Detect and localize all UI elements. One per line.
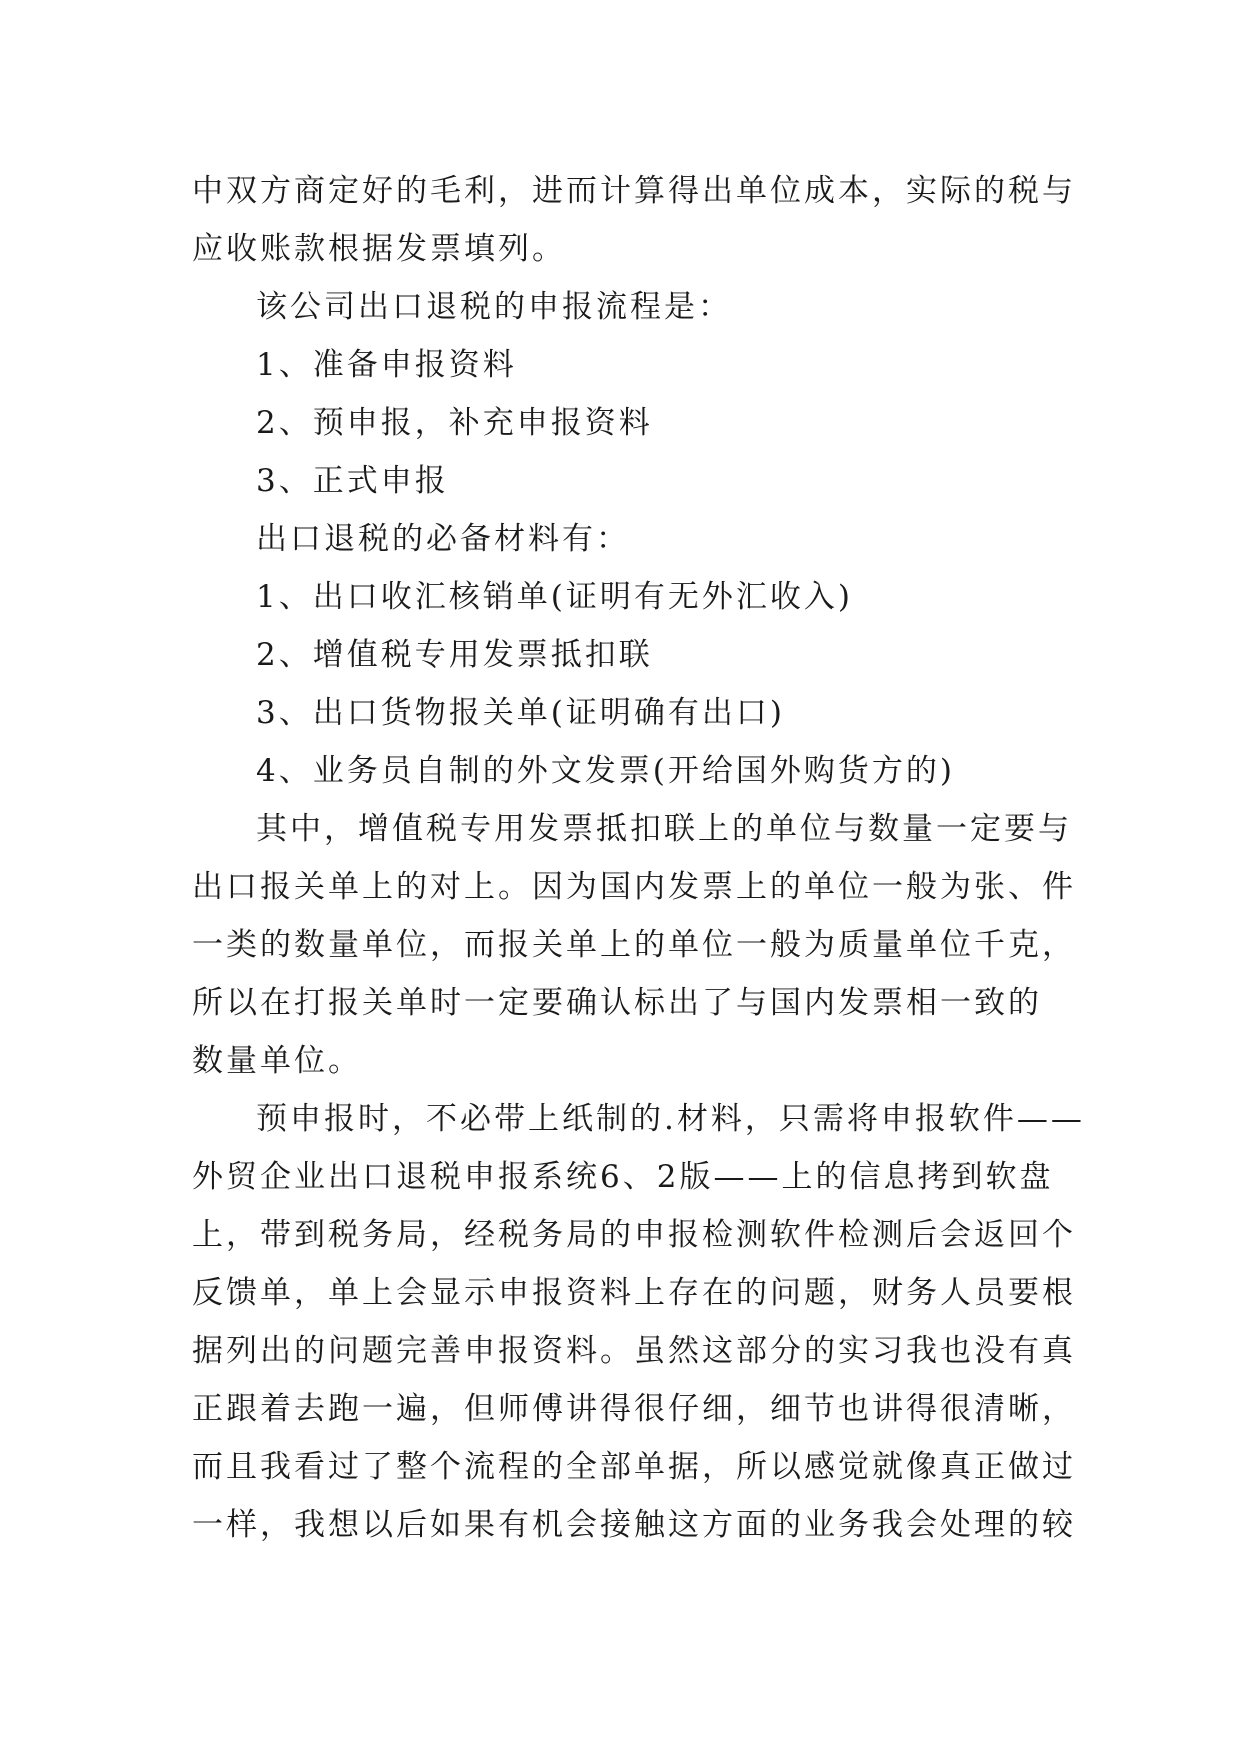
text-line: 上，带到税务局，经税务局的申报检测软件检测后会返回个 (192, 1217, 1076, 1253)
list-item: 1、出口收汇核销单(证明有无外汇收入) (256, 579, 853, 615)
text-line: 出口退税的必备材料有： (256, 521, 630, 557)
text-line: 其中，增值税专用发票抵扣联上的单位与数量一定要与 (256, 811, 1072, 847)
list-item: 3、出口货物报关单(证明确有出口) (256, 695, 785, 731)
text-line: 而且我看过了整个流程的全部单据，所以感觉就像真正做过 (192, 1449, 1076, 1485)
text-line: 反馈单，单上会显示申报资料上存在的问题，财务人员要根 (192, 1275, 1076, 1311)
text-line: 应收账款根据发票填列。 (192, 231, 566, 267)
text-line: 据列出的问题完善申报资料。虽然这部分的实习我也没有真 (192, 1333, 1076, 1369)
body-text (192, 162, 1085, 1554)
text-line: 一类的数量单位，而报关单上的单位一般为质量单位千克， (192, 927, 1076, 963)
text-line: 所以在打报关单时一定要确认标出了与国内发票相一致的 (192, 985, 1042, 1021)
list-item: 2、增值税专用发票抵扣联 (256, 637, 653, 673)
text-line: 该公司出口退税的申报流程是： (256, 289, 732, 325)
text-line: 预申报时，不必带上纸制的.材料，只需将申报软件—— (256, 1101, 1085, 1137)
list-item: 3、正式申报 (256, 463, 449, 499)
text-line: 中双方商定好的毛利，进而计算得出单位成本，实际的税与 (192, 173, 1076, 209)
text-line: 数量单位。 (192, 1043, 362, 1079)
list-item: 2、预申报，补充申报资料 (256, 405, 653, 441)
text-line: 一样，我想以后如果有机会接触这方面的业务我会处理的较 (192, 1507, 1076, 1543)
list-item: 4、业务员自制的外文发票(开给国外购货方的) (256, 753, 955, 789)
text-line: 正跟着去跑一遍，但师傅讲得很仔细，细节也讲得很清晰， (192, 1391, 1076, 1427)
text-line: 外贸企业出口退税申报系统6、2版——上的信息拷到软盘 (192, 1159, 1054, 1195)
text-line: 出口报关单上的对上。因为国内发票上的单位一般为张、件 (192, 869, 1076, 905)
list-item: 1、准备申报资料 (256, 347, 517, 383)
